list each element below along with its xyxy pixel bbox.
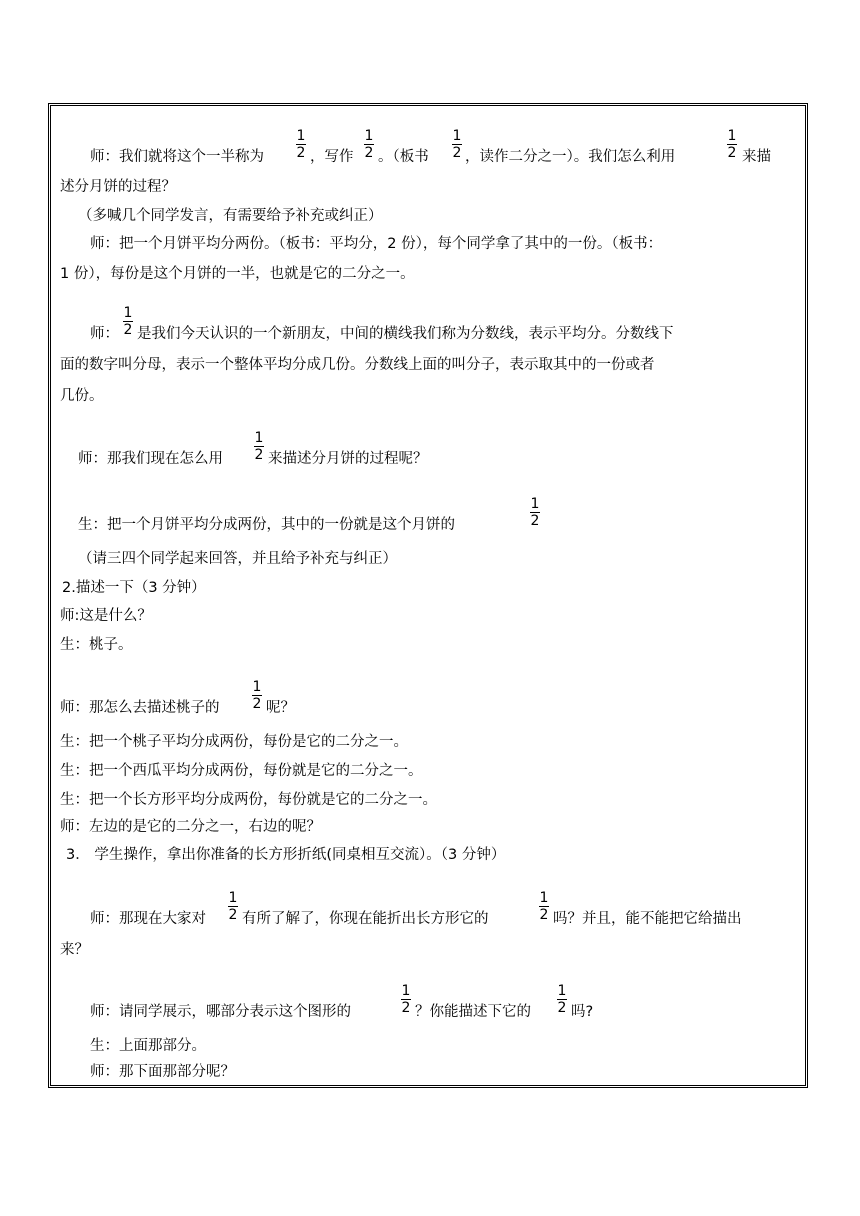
p1-b: ，写作 bbox=[310, 149, 354, 165]
answer-1: 生：桃子。 bbox=[60, 637, 133, 653]
p1-f: 述分月饼的过程？ bbox=[60, 179, 176, 195]
p7-d: 来？ bbox=[60, 942, 89, 958]
p8-a: 师：请同学展示，哪部分表示这个图形的 bbox=[90, 1004, 351, 1020]
p2-b: 1 份），每份是这个月饼的一半，也就是它的二分之一。 bbox=[60, 266, 415, 282]
p1-a: 师：我们就将这个一半称为 bbox=[90, 149, 264, 165]
question-1: 师:这是什么？ bbox=[60, 608, 152, 624]
note-1: （多喊几个同学发言，有需要给予补充或纠正） bbox=[78, 208, 383, 224]
answer-4: 生：把一个长方形平均分成两份，每份就是它的二分之一。 bbox=[60, 792, 437, 808]
p3-c: 几份。 bbox=[60, 388, 104, 404]
p6-b: 呢？ bbox=[266, 700, 295, 716]
p3-prefix: 师： bbox=[90, 326, 119, 342]
section-3-heading: 3． 学生操作，拿出你准备的长方形折纸(同桌相互交流）。（3 分钟） bbox=[66, 847, 506, 863]
p7-a: 师：那现在大家对 bbox=[90, 911, 206, 927]
section-2-heading: 2.描述一下（3 分钟） bbox=[62, 580, 206, 596]
answer-3: 生：把一个西瓜平均分成两份，每份就是它的二分之一。 bbox=[60, 763, 423, 779]
answer-2: 生：把一个桃子平均分成两份，每份是它的二分之一。 bbox=[60, 734, 408, 750]
p1-c: 。（板书 bbox=[378, 149, 429, 165]
p2-a: 师：把一个月饼平均分两份。（板书：平均分，2 份），每个同学拿了其中的一份。（板书： bbox=[90, 236, 663, 252]
p8-b: ？你能描述下它的 bbox=[415, 1004, 531, 1020]
p8-c: 吗? bbox=[571, 1004, 594, 1020]
p4-b: 来描述分月饼的过程呢？ bbox=[268, 451, 428, 467]
p5-a: 生：把一个月饼平均分成两份，其中的一份就是这个月饼的 bbox=[78, 517, 455, 533]
p4-a: 师：那我们现在怎么用 bbox=[78, 451, 223, 467]
answer-5: 生：上面那部分。 bbox=[90, 1038, 206, 1054]
p3-b: 面的数字叫分母，表示一个整体平均分成几份。分数线上面的叫分子，表示取其中的一份或者 bbox=[60, 357, 655, 373]
p7-c: 吗？并且，能不能把它给描出 bbox=[553, 911, 742, 927]
note-2: （请三四个同学起来回答，并且给予补充与纠正） bbox=[78, 551, 397, 567]
p1-d: ，读作二分之一）。我们怎么利用 bbox=[465, 149, 676, 165]
p1-e: 来描 bbox=[742, 149, 771, 165]
p6-a: 师：那怎么去描述桃子的 bbox=[60, 700, 220, 716]
question-3: 师：那下面那部分呢？ bbox=[90, 1064, 235, 1080]
question-2: 师：左边的是它的二分之一，右边的呢？ bbox=[60, 819, 321, 835]
p3-a: 是我们今天认识的一个新朋友，中间的横线我们称为分数线，表示平均分。分数线下 bbox=[137, 326, 674, 342]
p7-b: 有所了解了，你现在能折出长方形它的 bbox=[242, 911, 489, 927]
